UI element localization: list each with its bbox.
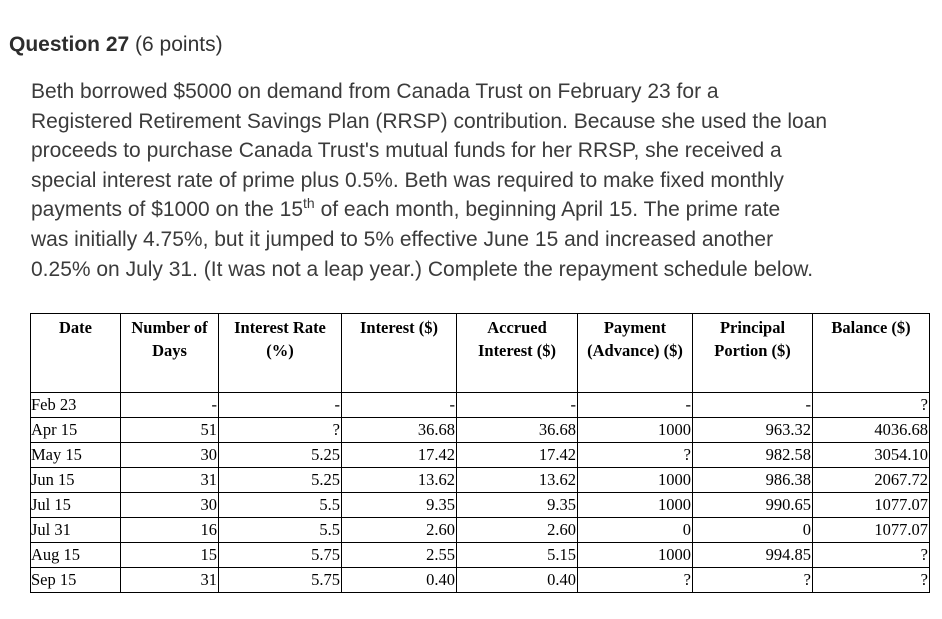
days-cell: 31 (121, 568, 219, 593)
balance-cell: ? (813, 393, 930, 418)
table-row (31, 518, 930, 543)
payment-cell: 1000 (578, 418, 693, 443)
interest-cell: 0.40 (342, 568, 457, 593)
payment-cell: ? (578, 443, 693, 468)
principal-cell: - (693, 393, 813, 418)
column-header: Principal Portion ($) (693, 314, 813, 393)
table-row (31, 543, 930, 568)
accrued-interest-cell: 17.42 (457, 443, 578, 468)
column-header: Balance ($) (813, 314, 930, 393)
principal-cell: 994.85 (693, 543, 813, 568)
rate-cell: ? (219, 418, 342, 443)
balance-cell: 4036.68 (813, 418, 930, 443)
days-cell: 16 (121, 518, 219, 543)
rate-cell: - (219, 393, 342, 418)
repayment-schedule-table (30, 313, 930, 593)
question-text-line: was initially 4.75%, but it jumped to 5% effective June 15 and increased another (31, 227, 774, 251)
principal-cell: 0 (693, 518, 813, 543)
date-cell: Jun 15 (31, 468, 121, 493)
date-cell: Feb 23 (31, 393, 121, 418)
balance-cell: 3054.10 (813, 443, 930, 468)
rate-cell: 5.25 (219, 468, 342, 493)
days-cell: 30 (121, 443, 219, 468)
interest-cell: 13.62 (342, 468, 457, 493)
accrued-interest-cell: 0.40 (457, 568, 578, 593)
days-cell: 30 (121, 493, 219, 518)
payment-cell: ? (578, 568, 693, 593)
rate-cell: 5.25 (219, 443, 342, 468)
interest-cell: 2.60 (342, 518, 457, 543)
interest-cell: 36.68 (342, 418, 457, 443)
principal-cell: ? (693, 568, 813, 593)
accrued-interest-cell: - (457, 393, 578, 418)
question-header (9, 32, 223, 58)
days-cell: - (121, 393, 219, 418)
balance-cell: 1077.07 (813, 493, 930, 518)
column-header: Accrued Interest ($) (457, 314, 578, 393)
question-text-line: 0.25% on July 31. (It was not a leap year.) Complete the repayment schedule below. (31, 257, 814, 281)
question-body (31, 77, 931, 284)
question-text-fragment: of each month, beginning April 15. The prime rate (314, 198, 781, 222)
question-text-line: proceeds to purchase Canada Trust's mutual funds for her RRSP, she received a (31, 139, 782, 163)
balance-cell: ? (813, 543, 930, 568)
question-title: Question 27 (9, 33, 130, 56)
rate-cell: 5.75 (219, 568, 342, 593)
date-cell: Jul 31 (31, 518, 121, 543)
accrued-interest-cell: 2.60 (457, 518, 578, 543)
date-cell: Jul 15 (31, 493, 121, 518)
accrued-interest-cell: 9.35 (457, 493, 578, 518)
interest-cell: - (342, 393, 457, 418)
balance-cell: ? (813, 568, 930, 593)
question-text-line: Beth borrowed $5000 on demand from Canada Trust on February 23 for a (31, 80, 719, 103)
date-cell: Aug 15 (31, 543, 121, 568)
question-text-line: Registered Retirement Savings Plan (RRSP) contribution. Because she used the loan (31, 109, 828, 133)
column-header: Interest Rate (%) (219, 314, 342, 393)
column-header: Interest ($) (342, 314, 457, 393)
days-cell: 51 (121, 418, 219, 443)
ordinal-superscript: th (303, 195, 315, 212)
interest-cell: 9.35 (342, 493, 457, 518)
column-header: Payment (Advance) ($) (578, 314, 693, 393)
payment-cell: 0 (578, 518, 693, 543)
balance-cell: 2067.72 (813, 468, 930, 493)
table-header-row (31, 314, 930, 393)
rate-cell: 5.75 (219, 543, 342, 568)
table-row (31, 393, 930, 418)
date-cell: May 15 (31, 443, 121, 468)
balance-cell: 1077.07 (813, 518, 930, 543)
date-cell: Sep 15 (31, 568, 121, 593)
question-text-line (31, 195, 931, 225)
principal-cell: 982.58 (693, 443, 813, 468)
payment-cell: 1000 (578, 543, 693, 568)
principal-cell: 986.38 (693, 468, 813, 493)
table-row (31, 418, 930, 443)
rate-cell: 5.5 (219, 493, 342, 518)
payment-cell: 1000 (578, 468, 693, 493)
interest-cell: 17.42 (342, 443, 457, 468)
table-row (31, 568, 930, 593)
question-text-line: special interest rate of prime plus 0.5%. Beth was required to make fixed monthly (31, 168, 784, 192)
table-body (31, 393, 930, 593)
question-points: (6 points) (135, 33, 223, 56)
column-header: Number of Days (121, 314, 219, 393)
accrued-interest-cell: 36.68 (457, 418, 578, 443)
days-cell: 31 (121, 468, 219, 493)
table-row (31, 468, 930, 493)
question-text-fragment: payments of $1000 on the 15 (31, 198, 304, 222)
payment-cell: - (578, 393, 693, 418)
payment-cell: 1000 (578, 493, 693, 518)
accrued-interest-cell: 13.62 (457, 468, 578, 493)
table-row (31, 493, 930, 518)
date-cell: Apr 15 (31, 418, 121, 443)
principal-cell: 963.32 (693, 418, 813, 443)
table-row (31, 443, 930, 468)
principal-cell: 990.65 (693, 493, 813, 518)
days-cell: 15 (121, 543, 219, 568)
accrued-interest-cell: 5.15 (457, 543, 578, 568)
interest-cell: 2.55 (342, 543, 457, 568)
rate-cell: 5.5 (219, 518, 342, 543)
column-header: Date (31, 314, 121, 393)
